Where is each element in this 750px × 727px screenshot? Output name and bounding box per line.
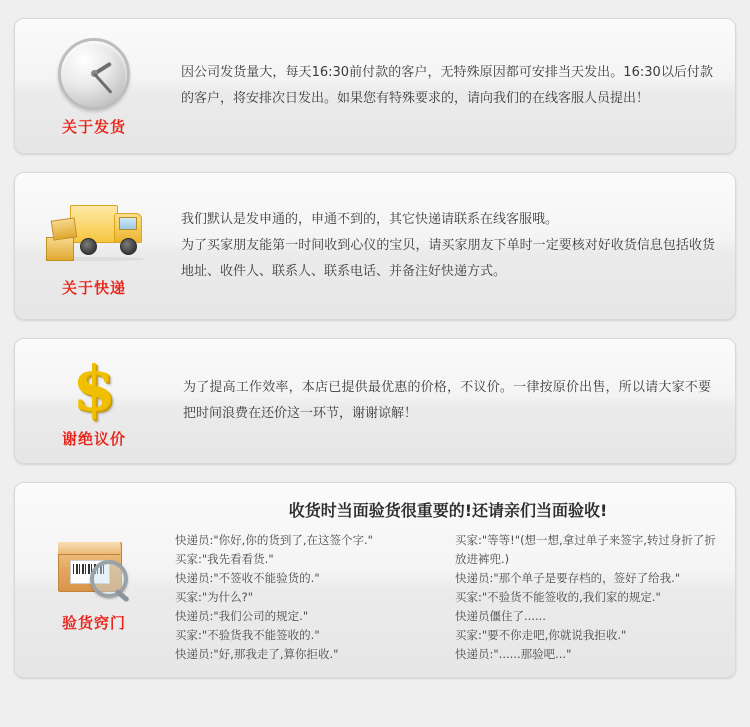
dialog-line: 快递员:"好,那我走了,算你拒收."	[175, 647, 339, 661]
inspection-caption: 验货窍门	[61, 613, 126, 632]
shipping-paragraph: 因公司发货量大，每天16:30前付款的客户，无特殊原因都可安排当天发出。16:30以后付款的客户，将安排次日发出。如果您有特殊要求的，请向我们的在线客服人员提出！	[181, 65, 713, 106]
express-icon-area	[15, 173, 173, 319]
dialog-line: 快递员:"我们公司的规定."	[175, 609, 309, 623]
truck-icon	[42, 197, 146, 271]
parcel-magnifier-icon	[46, 530, 142, 606]
express-paragraph-1: 我们默认是发申通的，申通不到的，其它快递请联系在线客服哦。	[181, 212, 559, 227]
package-box-large	[46, 237, 74, 261]
inspection-body	[173, 483, 735, 677]
parcel-flap	[58, 542, 120, 555]
no-bargain-icon-area	[15, 339, 173, 463]
dialog-line: 买家:"不验货不能签收的,我们家的规定."	[455, 590, 661, 604]
shipping-icon-area	[15, 19, 173, 153]
truck-wheel-front	[80, 238, 97, 255]
no-bargain-body	[173, 339, 735, 463]
express-body	[173, 173, 735, 319]
express-paragraph-2: 为了买家朋友能第一时间收到心仪的宝贝，请买家朋友下单时一定要核对好收货信息包括收货地址、收件人、联系人、联系电话、并备注好快递方式。	[181, 238, 715, 279]
section-no-bargain	[14, 338, 736, 464]
dialog-line: 快递员:"你好,你的货到了,在这签个字."	[175, 533, 373, 547]
inspection-dialog	[175, 531, 721, 664]
inspection-icon-area	[15, 483, 173, 677]
dialog-column-left	[175, 531, 441, 664]
inspection-title: 收货时当面验货很重要的!还请亲们当面验收!	[288, 501, 608, 520]
dialog-line: 买家:"我先看看货."	[175, 552, 274, 566]
truck-window	[119, 217, 137, 230]
dialog-line: 买家:"不验货我不能签收的."	[175, 628, 320, 642]
express-caption: 关于快递	[61, 278, 126, 297]
truck-wheel-rear	[120, 238, 137, 255]
dialog-line: 快递员:"......那验吧..."	[455, 647, 572, 661]
shipping-body	[173, 19, 735, 153]
no-bargain-paragraph: 为了提高工作效率，本店已提供最优惠的价格，不议价。一律按原价出售，所以请大家不要把时间浪费在还价这一环节，谢谢谅解！	[183, 380, 711, 421]
dialog-column-right	[455, 531, 721, 664]
package-box-small	[51, 217, 78, 240]
shipping-caption: 关于发货	[61, 117, 126, 136]
clock-center-dot	[91, 70, 98, 77]
dialog-line: 买家:"要不你走吧,你就说我拒收."	[455, 628, 627, 642]
section-shipping	[14, 18, 736, 154]
dialog-line: 快递员僵住了......	[455, 609, 546, 623]
dialog-line: 快递员:"那个单子是要存档的，签好了给我."	[455, 571, 681, 585]
section-inspection	[14, 482, 736, 678]
section-express	[14, 172, 736, 320]
dollar-icon: $	[72, 351, 116, 425]
dialog-line: 买家:"为什么?"	[175, 590, 254, 604]
dialog-line: 买家:"等等!"(想一想,拿过单子来签字,转过身折了折放进裤兜.)	[455, 533, 716, 566]
dialog-line: 快递员:"不签收不能验货的."	[175, 571, 320, 585]
no-bargain-caption: 谢绝议价	[61, 429, 126, 448]
clock-icon	[58, 38, 130, 110]
